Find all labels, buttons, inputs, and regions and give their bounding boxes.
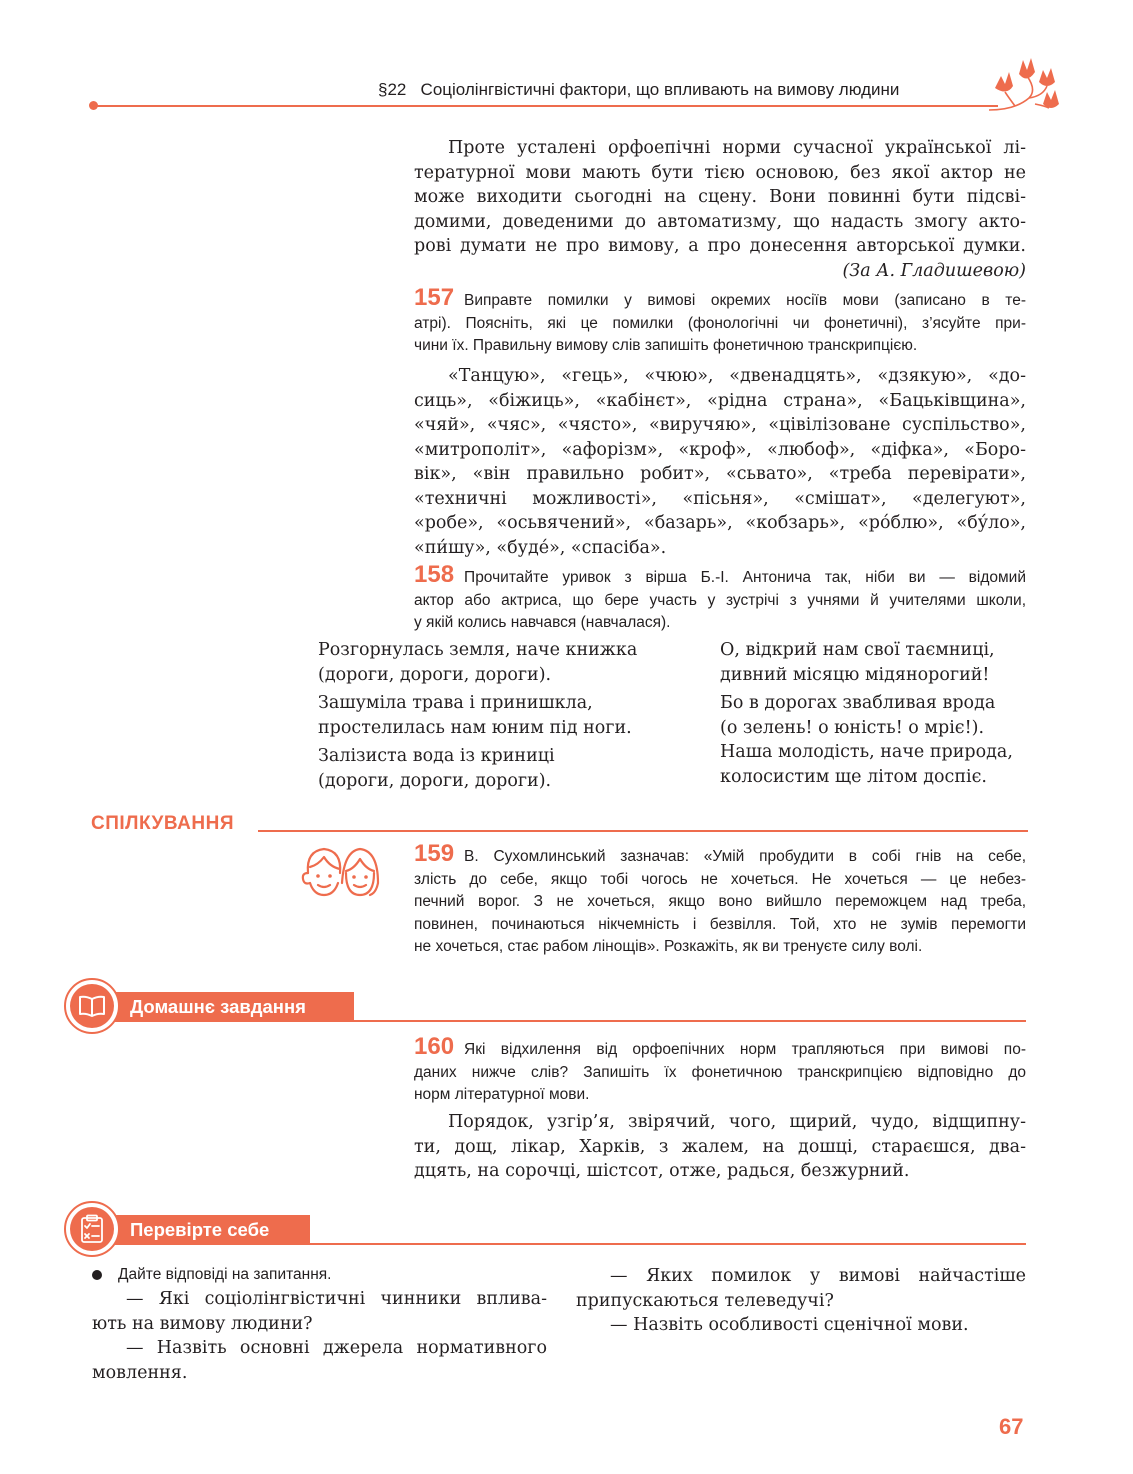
- task-line: норм літературної мови.: [414, 1086, 590, 1103]
- task-line: у якій колись навчався (навчалася).: [414, 614, 671, 631]
- poem-line: колосистим ще літом доспіє.: [720, 766, 987, 787]
- exercise-number: 159: [414, 840, 455, 867]
- words-line: «митрополіт», «афорізм», «кроф», «любоф», «діфка», «Боро-: [414, 439, 1026, 460]
- homework-heading: Домашнє завдання: [110, 992, 354, 1022]
- question-line: мовлення.: [92, 1362, 188, 1383]
- selfcheck-rule: [306, 1243, 1026, 1245]
- exercise-number: 158: [414, 561, 455, 588]
- communication-rule: [258, 830, 1028, 832]
- exercise-160-words: [414, 1110, 1026, 1184]
- two-faces-icon: [298, 843, 382, 899]
- question-line: — Назвіть основні джерела нормативного: [126, 1338, 547, 1358]
- selfcheck-left-column: [92, 1264, 547, 1385]
- poem-line: Наша молодість, наче природа,: [720, 742, 1013, 762]
- open-book-icon: [77, 994, 107, 1018]
- text-line: рові думати не про вимову, а про донесення авторської думки.: [414, 236, 1026, 256]
- words-line: Порядок, узгір’я, звірячий, чого, щирий, чудо, відщипну-: [448, 1112, 1026, 1132]
- task-line: атрі). Поясніть, які це помилки (фонологічні чи фонетичні), з’ясуйте при-: [414, 314, 1026, 332]
- question-line: — Яких помилок у вимові найчастіше: [610, 1266, 1026, 1286]
- task-line: Які відхилення від орфоепічних норм трапляються при вимові по-: [464, 1041, 1026, 1058]
- poem-line: Залізиста вода із криниці: [318, 746, 555, 766]
- poem-line: дивний місяцю мідянорогий!: [720, 664, 990, 685]
- homework-rule: [350, 1020, 1026, 1022]
- words-line: «робе», «осьвячений», «базарь», «кобзарь», «ро́блю», «бу́ло»,: [414, 513, 1026, 533]
- task-line: Виправте помилки у вимові окремих носіїв мови (записано в те-: [464, 292, 1026, 309]
- poem-line: (о зелень! о юність! о мріє!).: [720, 717, 985, 738]
- task-line: актор або актриса, що бере участь у зустрічі з учнями й учителями школи,: [414, 591, 1026, 609]
- attribution: (За А. Гладишевою): [842, 260, 1026, 281]
- poem-line: простелилась нам юним під ноги.: [318, 717, 632, 738]
- selfcheck-badge: [64, 1201, 120, 1257]
- words-line: сиць», «біжиць», «кабінєт», «рідна страна», «Бацьківщина»,: [414, 390, 1026, 411]
- text-line: тературної мови мають бути тією основою, без якої актор не: [414, 162, 1026, 183]
- words-line: «пи́шу», «буде́», «спасіба».: [414, 537, 667, 558]
- poem-line: О, відкрий нам свої таємниці,: [720, 640, 995, 660]
- bullet-text: Дайте відповіді на запитання.: [118, 1266, 332, 1283]
- bullet-dot-icon: [92, 1270, 102, 1280]
- task-line: повинен, починаються нікчемність і безвілля. Той, хто не зумів перемогти: [414, 915, 1026, 933]
- header-rule-dot: [89, 101, 98, 110]
- selfcheck-heading: Перевірте себе: [110, 1215, 310, 1245]
- poem-left-column: [318, 638, 698, 793]
- question-line: припускаються телеведучі?: [576, 1290, 834, 1311]
- task-line: чини їх. Правильну вимову слів запишіть фонетичною транскрипцією.: [414, 337, 918, 354]
- poem-line: Бо в дорогах звабливая врода: [720, 693, 996, 713]
- exercise-number: 160: [414, 1033, 455, 1060]
- task-line: не хочеться, стає рабом лінощів». Розкажіть, як ви тренуєте силу волі.: [414, 938, 923, 955]
- words-line: дцять, на сорочці, шістсот, отже, радься, безжурний.: [414, 1161, 910, 1181]
- exercise-157: [414, 284, 1026, 358]
- exercise-160: [414, 1033, 1026, 1107]
- poem-line: Розгорнулась земля, наче книжка: [318, 640, 638, 660]
- poem-line: Зашуміла трава і принишкла,: [318, 693, 593, 713]
- exercise-number: 157: [414, 284, 455, 311]
- communication-heading: СПІЛКУВАННЯ: [91, 813, 234, 834]
- section-number: §22: [378, 80, 407, 99]
- selfcheck-bullet: [92, 1264, 547, 1286]
- homework-badge: [64, 978, 120, 1034]
- poem-right-column: [720, 638, 1030, 789]
- intro-text: [414, 136, 1026, 283]
- text-line: може виходити сьогодні на сцену. Вони повинні бути підсві-: [414, 187, 1026, 207]
- page-number: 67: [999, 1414, 1024, 1439]
- text-line: домими, доведеними до автоматизму, що надасть змогу акто-: [414, 211, 1026, 232]
- task-line: печний ворог. З не хочеться, якщо воно вийшло переможцем над треба,: [414, 893, 1026, 910]
- words-line: «техничні можливості», «пісьня», «смішат», «делегуют»,: [414, 488, 1026, 509]
- checklist-icon: [80, 1214, 104, 1244]
- header-rule: [93, 105, 998, 107]
- words-line: «чяй», «чяс», «чясто», «виручяю», «цівілізоване суспільство»,: [414, 415, 1026, 435]
- selfcheck-right-column: [576, 1264, 1026, 1338]
- flowers-ornament-icon: [985, 54, 1070, 118]
- question-line: — Які соціолінгвістичні чинники вплива-: [126, 1289, 547, 1309]
- poem-line: (дороги, дороги, дороги).: [318, 770, 552, 791]
- question-line: — Назвіть особливості сценічної мови.: [610, 1315, 969, 1335]
- task-line: В. Сухомлинський зазначав: «Умій пробудити в собі гнів на себе,: [464, 848, 1026, 865]
- words-line: ти, дощ, лікар, Харків, з жалем, на дошці, стараєшся, два-: [414, 1136, 1026, 1157]
- words-line: вік», «він правильно робит», «сьвато», «треба перевірати»,: [414, 464, 1026, 484]
- running-header: [378, 80, 899, 100]
- task-line: даних нижче слів? Запишіть їх фонетичною транскрипцією відповідно до: [414, 1063, 1026, 1081]
- task-line: Прочитайте уривок з вірша Б.-І. Антонича так, ніби ви — відомий: [464, 569, 1026, 586]
- task-line: злість до себе, якщо тобі чогось не хочеться. Не хочеться — це небез-: [414, 870, 1026, 888]
- exercise-159: [414, 840, 1026, 959]
- poem-line: (дороги, дороги, дороги).: [318, 664, 552, 685]
- words-line: «Танцую», «гець», «чюю», «двенадцять», «дзякую», «до-: [448, 366, 1026, 386]
- exercise-157-words: [414, 364, 1026, 560]
- exercise-158: [414, 561, 1026, 635]
- question-line: ють на вимову людини?: [92, 1313, 313, 1334]
- text-line: Проте усталені орфоепічні норми сучасної української лі-: [448, 138, 1026, 158]
- section-title: Соціолінгвістичні фактори, що впливають на вимову людини: [420, 80, 900, 99]
